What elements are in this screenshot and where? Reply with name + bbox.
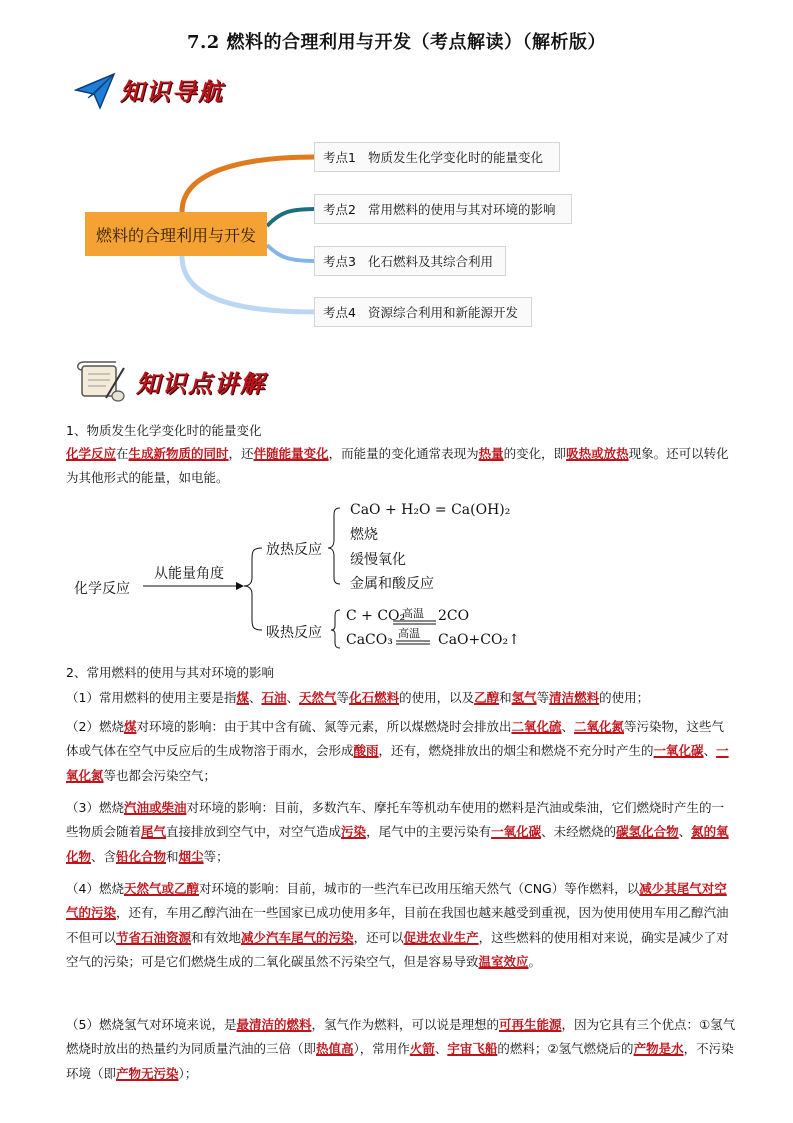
section-heading-2: 2、常用燃料的使用与其对环境的影响 bbox=[66, 665, 274, 680]
key-term: 吸热或放热 bbox=[566, 446, 629, 461]
key-term: 伴随能量变化 bbox=[253, 446, 329, 461]
key-term: 酸雨 bbox=[353, 743, 379, 759]
text-run: 和有效地 bbox=[191, 929, 242, 945]
section2-item-3 bbox=[66, 796, 736, 869]
text-run: ，氢气作为燃料，可以说是理想的 bbox=[311, 1017, 499, 1032]
key-term: 天然气或乙醇 bbox=[123, 881, 199, 896]
key-term: 热量 bbox=[478, 446, 504, 461]
text-run: 对环境的影响：目前，城市的一些汽车已改用压缩天然气（CNG）等作燃料，以 bbox=[198, 881, 640, 896]
text-run: ，尾气中的主要污染有 bbox=[366, 824, 492, 840]
section1-paragraph bbox=[66, 442, 736, 491]
diagram-exo-item: 金属和酸反应 bbox=[350, 576, 434, 592]
key-term: 产物是水 bbox=[633, 1041, 684, 1057]
diagram-endothermic: 吸热反应 bbox=[266, 625, 322, 641]
key-term: 乙醇 bbox=[474, 690, 500, 705]
key-term: 产物无污染 bbox=[116, 1065, 179, 1081]
diagram-exo-item: CaO + H₂O = Ca(OH)₂ bbox=[350, 502, 511, 518]
key-term: 热值高 bbox=[316, 1041, 354, 1057]
text-run: ，不污染环境（即 bbox=[66, 1041, 734, 1081]
text-run: 等也都会污染空气； bbox=[103, 767, 217, 783]
text-run: 等污染物，这些气体或气体在空气中反应后的生成物溶于雨水，会形成 bbox=[66, 719, 725, 759]
mindmap-root: 燃料的合理利用与开发 bbox=[85, 212, 267, 256]
text-run: 、 bbox=[678, 824, 692, 840]
text-run: ，这些燃料的使用相对来说，确实是减少了对空气的污染；可是它们燃烧生成的二氧化碳虽然不污染空气，但是容易导致 bbox=[66, 929, 729, 969]
text-run: 对环境的影响：由于其中含有硫、氮等元素，所以煤燃烧时会排放出 bbox=[136, 719, 512, 734]
key-term: 二氧化硫 bbox=[511, 719, 562, 734]
key-term: 生成新物质的同时 bbox=[128, 446, 229, 461]
key-term: 最清洁的燃料 bbox=[236, 1017, 312, 1032]
scroll-quill-icon bbox=[76, 358, 128, 404]
text-run: 在 bbox=[116, 446, 129, 461]
text-run: 、 bbox=[248, 690, 262, 705]
text-run: （5）燃烧氢气对环境来说，是 bbox=[66, 1017, 237, 1032]
banner-knowledge-navigation: 知识导航 bbox=[120, 77, 224, 106]
key-term: 促进农业生产 bbox=[403, 929, 479, 945]
text-run: ）； bbox=[178, 1065, 198, 1081]
text-run: ，因为它具有三个优点：①氢气燃烧时放出的热量约为同质量汽油的三倍（即 bbox=[66, 1017, 736, 1057]
text-run: 、含 bbox=[91, 848, 117, 864]
key-term: 尾气 bbox=[141, 824, 167, 840]
key-term: 烟尘 bbox=[178, 848, 204, 864]
topic-number: 考点3 bbox=[323, 254, 356, 269]
key-term: 化石燃料 bbox=[349, 690, 400, 705]
key-term: 汽油或柴油 bbox=[123, 800, 187, 815]
diagram-endo-r2-right: CaO+CO₂↑ bbox=[438, 632, 520, 648]
key-term: 清洁燃料 bbox=[549, 690, 600, 705]
text-run: 的变化，即 bbox=[503, 446, 567, 461]
text-run: 和 bbox=[499, 690, 512, 705]
key-term: 煤 bbox=[236, 690, 249, 705]
mindmap-topic-3 bbox=[314, 246, 506, 276]
text-run: ，还可以 bbox=[353, 929, 404, 945]
topic-number: 考点1 bbox=[323, 150, 356, 165]
text-run: ，而能量的变化通常表现为 bbox=[328, 446, 479, 461]
text-run: 的使用，以及 bbox=[399, 690, 475, 705]
text-run: 、 bbox=[286, 690, 300, 705]
section2-item-2 bbox=[66, 715, 736, 788]
text-run: 、 bbox=[703, 743, 717, 759]
key-term: 减少其尾气对空气的污染 bbox=[66, 881, 727, 921]
key-term: 温室效应 bbox=[478, 953, 529, 969]
text-run: 等； bbox=[203, 848, 229, 864]
text-run: 和 bbox=[166, 848, 179, 864]
text-run: （1）常用燃料的使用主要是指 bbox=[66, 690, 237, 705]
key-term: 减少汽车尾气的污染 bbox=[241, 929, 354, 945]
key-term: 节省石油资源 bbox=[116, 929, 192, 945]
key-term: 一氧化碳 bbox=[491, 824, 542, 840]
text-run: 。 bbox=[528, 953, 542, 969]
text-run: 现象。还可以转化为其他形式的能量，如电能。 bbox=[66, 446, 729, 486]
text-run: 、未经燃烧的 bbox=[541, 824, 617, 840]
banner-knowledge-points: 知识点讲解 bbox=[136, 369, 266, 398]
key-term: 火箭 bbox=[409, 1041, 435, 1057]
diagram-endo-r1-right: 2CO bbox=[438, 608, 470, 624]
key-term: 石油 bbox=[261, 690, 287, 705]
key-term: 铅化合物 bbox=[116, 848, 167, 864]
text-run: （4）燃烧 bbox=[66, 881, 124, 896]
diagram-endo-r2-left: CaCO₃ bbox=[346, 632, 393, 648]
text-run: （2）燃烧 bbox=[66, 719, 124, 734]
key-term: 一氧化碳 bbox=[653, 743, 704, 759]
text-run: 的燃料；②氢气燃烧后的 bbox=[497, 1041, 634, 1057]
diagram-exo-item: 燃烧 bbox=[350, 527, 378, 543]
section2-item-4 bbox=[66, 877, 736, 974]
diagram-condition: 高温 bbox=[398, 627, 420, 640]
key-term: 煤 bbox=[123, 719, 137, 734]
text-run: ，还有，车用乙醇汽油在一些国家已成功使用多年，目前在我国也越来越受到重视，因为使用使用车用乙醇汽油不但可以 bbox=[66, 905, 729, 945]
key-term: 化学反应 bbox=[66, 446, 117, 461]
key-term: 氮的氧化物 bbox=[66, 824, 729, 864]
key-term: 污染 bbox=[341, 824, 367, 840]
text-run: 等 bbox=[336, 690, 350, 705]
diagram-endo-r1-left: C + CO₂ bbox=[346, 608, 406, 624]
key-term: 二氧化氮 bbox=[574, 719, 625, 734]
topic-text: 常用燃料的使用与其对环境的影响 bbox=[367, 202, 556, 217]
diagram-condition: 高温 bbox=[402, 607, 424, 620]
text-run: 、 bbox=[561, 719, 575, 734]
diagram-exo-item: 缓慢氧化 bbox=[350, 552, 406, 568]
key-term: 一氧化氮 bbox=[66, 743, 729, 783]
topic-text: 资源综合利用和新能源开发 bbox=[367, 305, 518, 320]
key-term: 碳氢化合物 bbox=[616, 824, 679, 840]
text-run: ，还 bbox=[228, 446, 254, 461]
section2-item-5 bbox=[66, 1013, 736, 1086]
topic-number: 考点4 bbox=[323, 305, 356, 320]
diagram-arrow-label: 从能量角度 bbox=[154, 566, 224, 582]
key-term: 天然气 bbox=[299, 690, 337, 705]
key-term: 可再生能源 bbox=[499, 1017, 562, 1032]
topic-text: 物质发生化学变化时的能量变化 bbox=[367, 150, 543, 165]
mindmap-topic-2 bbox=[314, 194, 572, 224]
mindmap-topic-1 bbox=[314, 142, 560, 172]
text-run: 的使用； bbox=[599, 690, 650, 705]
text-run: 、 bbox=[434, 1041, 448, 1057]
key-term: 宇宙飞船 bbox=[447, 1041, 498, 1057]
topic-number: 考点2 bbox=[323, 202, 356, 217]
text-run: ，还有，燃烧排放出的烟尘和燃烧不充分时产生的 bbox=[378, 743, 654, 759]
text-run: 直接排放到空气中，对空气造成 bbox=[166, 824, 342, 840]
text-run: 等 bbox=[536, 690, 550, 705]
diagram-exothermic: 放热反应 bbox=[266, 542, 322, 558]
page-title: 7.2 燃料的合理利用与开发（考点解读）（解析版） bbox=[186, 32, 607, 53]
key-term: 氢气 bbox=[511, 690, 537, 705]
diagram-root: 化学反应 bbox=[74, 581, 130, 597]
section2-item-1 bbox=[66, 686, 736, 710]
topic-text: 化石燃料及其综合利用 bbox=[367, 254, 493, 269]
section-heading-1: 1、物质发生化学变化时的能量变化 bbox=[66, 423, 262, 438]
mindmap-topic-4 bbox=[314, 297, 532, 327]
text-run: 对环境的影响：目前，多数汽车、摩托车等机动车使用的燃料是汽油或柴油，它们燃烧时产生的一些物质会随着 bbox=[66, 800, 724, 840]
text-run: ），常用作 bbox=[353, 1041, 410, 1057]
text-run: （3）燃烧 bbox=[66, 800, 124, 815]
